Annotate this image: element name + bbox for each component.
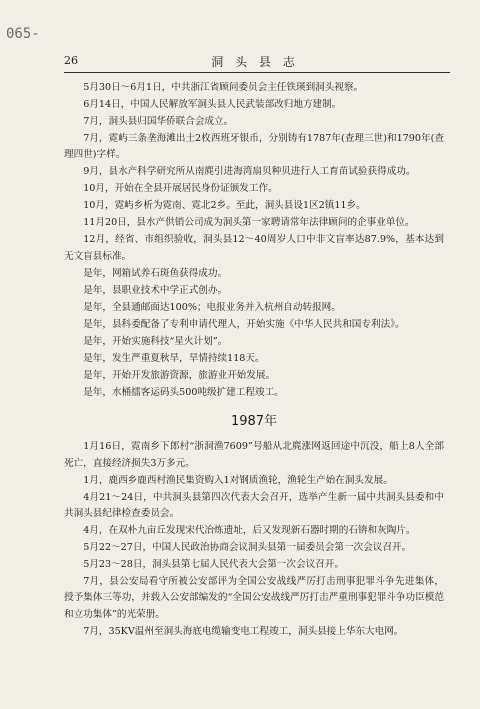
chronicle-entry: 是年，发生严重夏秋旱，旱情持续118天。 xyxy=(83,352,265,364)
chronicle-entry: 5月23～28日，洞头县第七届人民代表大会第一次会议召开。 xyxy=(83,559,344,571)
page-header xyxy=(64,54,446,72)
chronicle-entry: 7月，霓屿三条垄海滩出土2枚西班牙银币，分别铸有1787年(查理三世)和1790年(查理四世)字样。 xyxy=(64,133,444,161)
archive-stamp: 065- xyxy=(6,26,40,42)
chronicle-entry: 是年，全县通邮面达100%；电报业务并入杭州自动转报网。 xyxy=(83,301,341,313)
book-title: 洞 头 县 志 xyxy=(211,55,299,69)
year-heading: 1987年 xyxy=(230,414,278,430)
chronicle-entry: 5月30日～6月1日，中共浙江省顾问委员会主任铁瑛到洞头视察。 xyxy=(83,82,364,93)
chronicle-entry: 1月，鹿西乡鹿西村渔民集资购入1对钢质渔轮，渔轮生产始在洞头发展。 xyxy=(83,474,393,486)
chronicle-entry: 是年，县科委配备了专利申请代理人，开始实施《中华人民共和国专利法》。 xyxy=(83,318,405,330)
entries-1987 xyxy=(64,439,444,640)
chronicle-entry: 是年，开始开发旅游资源，旅游业开始发展。 xyxy=(83,369,276,381)
chronicle-entry: 是年，水桶擂客运码头500吨级扩建工程竣工。 xyxy=(83,386,284,398)
chronicle-entry: 10月，霓屿乡析为霓南、霓北2乡。至此，洞头县设1区2镇11乡。 xyxy=(83,200,366,212)
chronicle-entry: 4月，在双朴九亩丘发现宋代冶炼遗址，后又发现新石器时期的石锛和灰陶片。 xyxy=(83,525,416,537)
chronicle-entry: 7月，洞头县归国华侨联合会成立。 xyxy=(83,116,234,127)
chronicle-entry: 是年，开始实施科技“星火计划”。 xyxy=(83,335,228,347)
chronicle-entry: 5月22～27日，中国人民政治协商会议洞头县第一届委员会第一次会议召开。 xyxy=(83,542,412,554)
chronicle-entry: 1月16日，霓南乡下郎村“浙洞渔7609”号船从北麂涨网返回途中沉没，船上8人全部死亡，直接经济损失3万多元。 xyxy=(64,441,444,469)
chronicle-entry: 6月14日，中国人民解放军洞头县人民武装部改归地方建制。 xyxy=(83,99,342,110)
header-rule xyxy=(64,72,450,73)
chronicle-entry: 是年，县职业技术中学正式创办。 xyxy=(83,284,228,296)
chronicle-entry: 10月，开始在全县开展居民身份证颁发工作。 xyxy=(83,183,278,195)
chronicle-entry: 4月21～24日，中共洞头县第四次代表大会召开，选举产生新一届中共洞头县委和中共洞头县纪律检查委员会。 xyxy=(64,491,444,520)
chronicle-entry: 7月，县公安局看守所被公安部评为全国公安战线严厉打击刑事犯罪斗争先进集体，授予集体三等功，并载入公安部编发的“全国公安战线严厉打击严重刑事犯罪斗争功臣模范和立功集体”的光荣册。 xyxy=(64,576,444,620)
chronicle-entry: 11月20日，县水产供销公司成为洞头第一家聘请常年法律顾问的企事业单位。 xyxy=(83,217,415,229)
entries-1986 xyxy=(64,80,444,401)
chronicle-text xyxy=(64,80,444,641)
page-number: 26 xyxy=(64,54,78,67)
chronicle-entry: 12月，经省、市组织验收，洞头县12～40周岁人口中非文盲率达87.9%，基本达到无文盲县标准。 xyxy=(64,234,444,262)
chronicle-entry: 是年，网箱试养石斑鱼获得成功。 xyxy=(83,267,228,279)
chronicle-entry: 9月，县水产科学研究所从南麂引进海湾扇贝种贝进行人工育苗试验获得成功。 xyxy=(83,166,416,178)
chronicle-entry: 7月，35KV温州至洞头海底电缆输变电工程竣工，洞头县接上华东大电网。 xyxy=(83,625,404,637)
